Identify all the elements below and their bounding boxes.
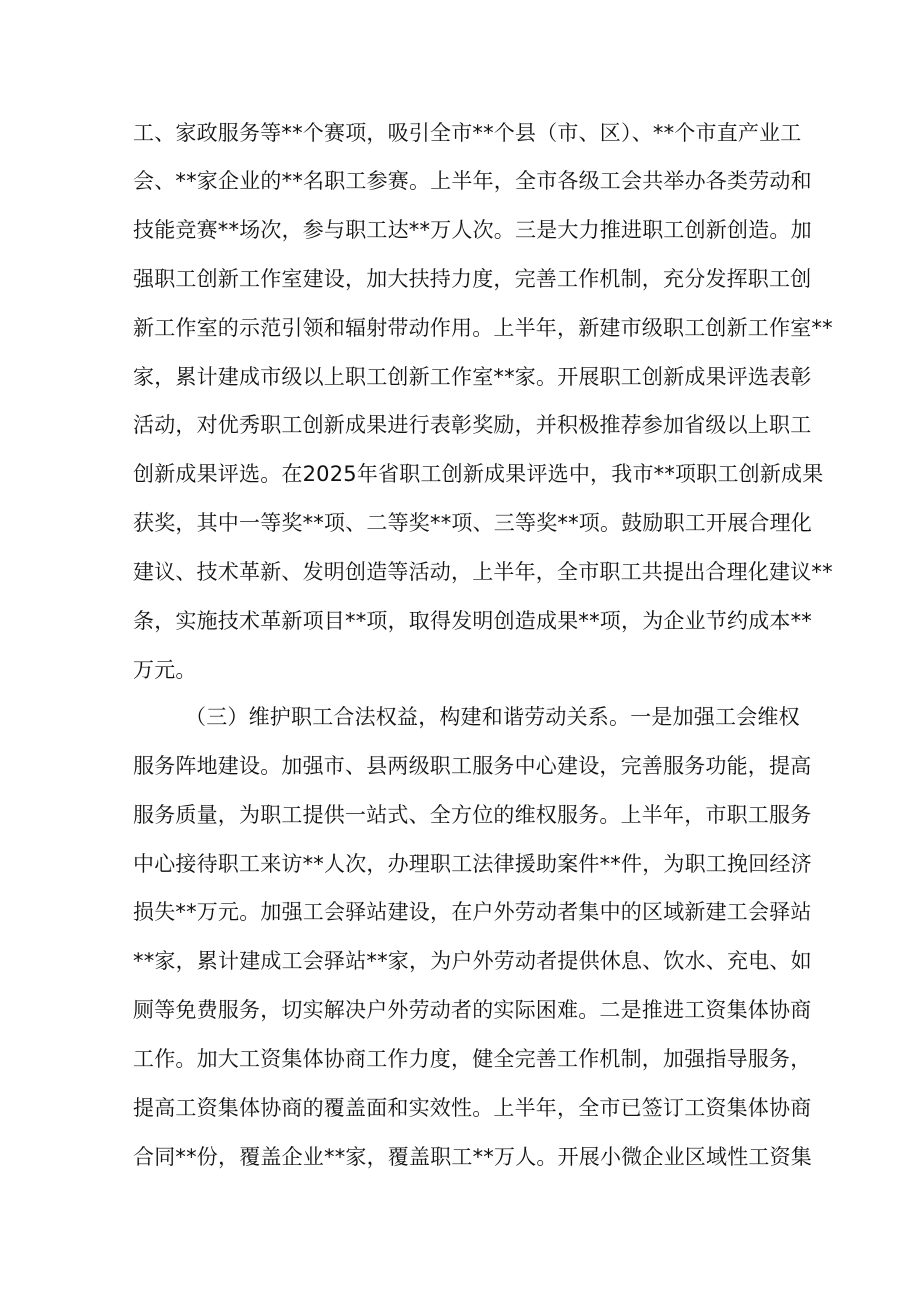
- text-line: 工、家政服务等**个赛项，吸引全市**个县（市、区）、**个市直产业工: [133, 121, 802, 145]
- text-line: （三）维护职工合法权益，构建和谐劳动关系。一是加强工会维权: [185, 705, 800, 729]
- text-line: 服务质量，为职工提供一站式、全方位的维权服务。上半年，市职工服务: [133, 803, 812, 827]
- text-line: **家，累计建成工会驿站**家，为户外劳动者提供休息、饮水、充电、如: [133, 949, 812, 973]
- text-line: 万元。: [133, 658, 197, 682]
- text-line: 损失**万元。加强工会驿站建设，在户外劳动者集中的区域新建工会驿站: [133, 900, 812, 924]
- text-line: 创新成果评选。在2025年省职工创新成果评选中，我市**项职工创新成果: [133, 462, 824, 486]
- text-line: 条，实施技术革新项目**项，取得发明创造成果**项，为企业节约成本**: [133, 609, 812, 633]
- text-line: 活动，对优秀职工创新成果进行表彰奖励，并积极推荐参加省级以上职工: [133, 413, 812, 437]
- text-line: 会、**家企业的**名职工参赛。上半年，全市各级工会共举办各类劳动和: [133, 169, 812, 193]
- text-line: 工作。加大工资集体协商工作力度，健全完善工作机制，加强指导服务，: [133, 1047, 812, 1071]
- text-line: 强职工创新工作室建设，加大扶持力度，完善工作机制，充分发挥职工创: [133, 267, 812, 291]
- text-line: 新工作室的示范引领和辐射带动作用。上半年，新建市级职工创新工作室**: [133, 316, 833, 340]
- text-line: 中心接待职工来访**人次，办理职工法律援助案件**件，为职工挽回经济: [133, 852, 812, 876]
- text-line: 合同**份，覆盖企业**家，覆盖职工**万人。开展小微企业区域性工资集: [133, 1145, 812, 1169]
- text-line: 技能竞赛**场次，参与职工达**万人次。三是大力推进职工创新创造。加: [133, 218, 812, 242]
- text-line: 获奖，其中一等奖**项、二等奖**项、三等奖**项。鼓励职工开展合理化: [133, 511, 812, 535]
- text-line: 服务阵地建设。加强市、县两级职工服务中心建设，完善服务功能，提高: [133, 754, 812, 778]
- text-line: 厕等免费服务，切实解决户外劳动者的实际困难。二是推进工资集体协商: [133, 998, 812, 1022]
- text-line: 建议、技术革新、发明创造等活动，上半年，全市职工共提出合理化建议**: [133, 560, 833, 584]
- text-line: 提高工资集体协商的覆盖面和实效性。上半年，全市已签订工资集体协商: [133, 1096, 812, 1120]
- text-line: 家，累计建成市级以上职工创新工作室**家。开展职工创新成果评选表彰: [133, 365, 812, 389]
